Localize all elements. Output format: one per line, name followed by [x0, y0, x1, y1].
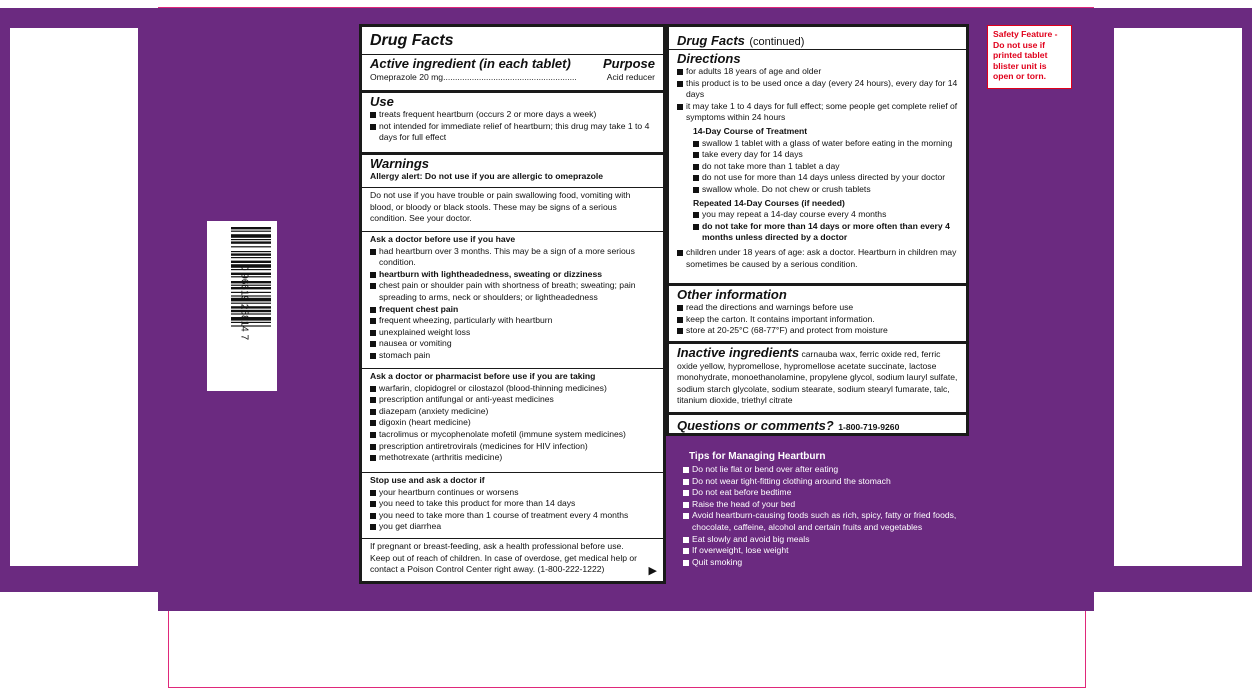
- barcode-bar: [231, 295, 271, 296]
- heartburn-tips: [679, 450, 979, 568]
- list-item: you may repeat a 14-day course every 4 months: [693, 209, 958, 221]
- list-item: you get diarrhea: [370, 521, 655, 533]
- barcode-bar: [231, 264, 271, 268]
- drug-facts-panel-right: [666, 24, 969, 436]
- list-item: Raise the head of your bed: [683, 499, 979, 511]
- barcode-bar: [231, 269, 271, 270]
- list-item: nausea or vomiting: [370, 338, 655, 350]
- tips-heading: Tips for Managing Heartburn: [689, 451, 826, 462]
- list-item: take every day for 14 days: [693, 149, 958, 161]
- ask-doctor-heading: Ask a doctor before use if you have: [370, 234, 516, 244]
- barcode-digits: 0 96619 25814 7: [238, 264, 250, 341]
- list-item: swallow whole. Do not chew or crush tablets: [693, 184, 958, 196]
- list-item: Quit smoking: [683, 557, 979, 569]
- stop-use-list: [370, 487, 655, 533]
- list-item: prescription antiretrovirals (medicines for HIV infection): [370, 441, 655, 453]
- barcode-bar: [231, 325, 271, 326]
- other-information-heading: Other information: [677, 287, 787, 302]
- drug-facts-panel-left: [359, 24, 666, 584]
- list-item: methotrexate (arthritis medicine): [370, 452, 655, 464]
- repeat-heading: Repeated 14-Day Courses (if needed): [693, 197, 845, 208]
- list-item: not intended for immediate relief of heartburn; this drug may take 1 to 4 days for full effect: [370, 121, 655, 144]
- list-item: children under 18 years of age: ask a doctor. Heartburn in children may sometimes be caused by a serious condition.: [677, 247, 958, 270]
- barcode-bar: [231, 251, 271, 252]
- barcode-bar: [231, 322, 271, 323]
- list-item: keep the carton. It contains important information.: [677, 314, 958, 326]
- left-flap-window: [10, 28, 138, 566]
- drug-facts-continued-title: Drug Facts: [677, 33, 745, 48]
- questions-heading: Questions or comments?: [677, 418, 834, 433]
- list-item: prescription antifungal or anti-yeast medicines: [370, 394, 655, 406]
- list-item: do not use for more than 14 days unless directed by your doctor: [693, 172, 958, 184]
- barcode-bar: [231, 227, 271, 229]
- list-item: chest pain or shoulder pain with shortness of breath; sweating; pain spreading to arms, neck or shoulders; or lightheadedness: [370, 280, 655, 303]
- list-item: you need to take more than 1 course of treatment every 4 months: [370, 510, 655, 522]
- warnings-heading: Warnings: [370, 156, 429, 171]
- list-item: frequent wheezing, particularly with heartburn: [370, 315, 655, 327]
- list-item: treats frequent heartburn (occurs 2 or more days a week): [370, 109, 655, 121]
- barcode-bar: [231, 257, 271, 258]
- barcode-bar: [231, 292, 271, 293]
- barcode-bar: [231, 239, 271, 240]
- list-item: had heartburn over 3 months. This may be a sign of a more serious condition.: [370, 246, 655, 269]
- barcode-bar: [231, 261, 271, 263]
- use-list: [370, 109, 655, 144]
- active-purpose: Acid reducer: [606, 72, 655, 82]
- barcode-bar: [231, 313, 271, 314]
- list-item: do not take more than 1 tablet a day: [693, 161, 958, 173]
- barcode-bar: [231, 303, 271, 304]
- stop-use-heading: Stop use and ask a doctor if: [370, 475, 485, 485]
- list-item: for adults 18 years of age and older: [677, 66, 958, 78]
- barcode-bar: [231, 246, 271, 247]
- inactive-ingredients-text: carnauba wax, ferric oxide red, ferric oxide yellow, hypromellose, hypromellose acetate succinate, lactose monohydrate, monoethanolamine, propylene glycol, sodium lauryl sulfate, sodium starch glycolate, sodium stearate, sodium stearyl fumarate, talc, titanium dioxide, triethyl citrate: [677, 349, 958, 406]
- list-item: your heartburn continues or worsens: [370, 487, 655, 499]
- list-item: read the directions and warnings before use: [677, 302, 958, 314]
- list-item: tacrolimus or mycophenolate mofetil (immune system medicines): [370, 429, 655, 441]
- list-item: Do not eat before bedtime: [683, 487, 979, 499]
- repeat-list: [677, 209, 958, 244]
- continue-arrow-icon: ▶: [648, 565, 657, 577]
- list-item: do not take for more than 14 days or more often than every 4 months unless directed by a doctor: [693, 221, 958, 244]
- barcode-bar: [231, 253, 271, 255]
- list-item: digoxin (heart medicine): [370, 417, 655, 429]
- continued-label: (continued): [749, 36, 805, 48]
- drug-facts-title: Drug Facts: [370, 32, 454, 49]
- list-item: frequent chest pain: [370, 304, 655, 316]
- safety-feature-text: Safety Feature - Do not use if printed tablet blister unit is open or torn.: [993, 29, 1058, 82]
- list-item: warfarin, clopidogrel or cilostazol (blood-thinning medicines): [370, 383, 655, 395]
- list-item: diazepam (anxiety medicine): [370, 406, 655, 418]
- list-item: this product is to be used once a day (every 24 hours), every day for 14 days: [677, 78, 958, 101]
- pregnant-warning: If pregnant or breast-feeding, ask a health professional before use.: [370, 541, 624, 551]
- barcode-bar: [231, 287, 271, 289]
- list-item: swallow 1 tablet with a glass of water before eating in the morning: [693, 138, 958, 150]
- list-item: stomach pain: [370, 350, 655, 362]
- list-item: you need to take this product for more than 14 days: [370, 498, 655, 510]
- tips-list: [679, 464, 979, 568]
- course-heading: 14-Day Course of Treatment: [693, 125, 808, 136]
- barcode: [207, 221, 277, 391]
- list-item: Eat slowly and avoid big meals: [683, 534, 979, 546]
- list-item: unexplained weight loss: [370, 327, 655, 339]
- list-item: If overweight, lose weight: [683, 545, 979, 557]
- barcode-bar: [231, 276, 271, 277]
- bottom-flap-outline: [168, 611, 1086, 688]
- barcode-bar: [231, 281, 271, 283]
- barcode-bar: [231, 285, 271, 286]
- other-information-list: [677, 302, 958, 337]
- list-item: Do not lie flat or bend over after eating: [683, 464, 979, 476]
- ask-pharmacist-list: [370, 383, 655, 464]
- barcode-bar: [231, 306, 271, 308]
- top-dieline: [158, 7, 1094, 8]
- barcode-bar: [231, 234, 271, 238]
- keep-out-warning: Keep out of reach of children. In case of overdose, get medical help or contact a Poison Control Center right away. (1-800-222-1222): [370, 552, 638, 575]
- questions-phone: 1-800-719-9260: [838, 422, 900, 432]
- children-list: [677, 247, 958, 270]
- list-item: Avoid heartburn-causing foods such as rich, spicy, fatty or fried foods, chocolate, caffeine, alcohol and certain fruits and vegetables: [683, 510, 979, 533]
- directions-list: [677, 66, 958, 124]
- purpose-heading: Purpose: [602, 56, 655, 71]
- allergy-alert: Allergy alert: Do not use if you are allergic to omeprazole: [370, 171, 604, 181]
- barcode-bar: [231, 298, 271, 302]
- course-list: [677, 138, 958, 196]
- active-ingredient-heading: Active ingredient (in each tablet): [370, 56, 571, 71]
- barcode-bar: [231, 273, 271, 275]
- inactive-ingredients-heading: Inactive ingredients: [677, 345, 800, 360]
- directions-heading: Directions: [677, 51, 741, 66]
- right-flap-window: [1114, 28, 1242, 566]
- ask-doctor-list: [370, 246, 655, 362]
- safety-feature-box: [987, 25, 1072, 89]
- use-heading: Use: [370, 94, 394, 109]
- ask-pharmacist-heading: Ask a doctor or pharmacist before use if you are taking: [370, 371, 596, 381]
- do-not-use: Do not use if you have trouble or pain swallowing food, vomiting with blood, or bloody or black stools. These may be signs of a serious condition. See your doctor.: [370, 190, 631, 224]
- list-item: Do not wear tight-fitting clothing around the stomach: [683, 476, 979, 488]
- active-ingredient-line: Omeprazole 20 mg........................................................: [370, 72, 577, 82]
- barcode-bar: [231, 310, 271, 312]
- barcode-bar: [231, 231, 271, 232]
- barcode-bar: [231, 241, 271, 243]
- list-item: it may take 1 to 4 days for full effect; some people get complete relief of symptoms within 24 hours: [677, 101, 958, 124]
- list-item: store at 20-25°C (68-77°F) and protect from moisture: [677, 325, 958, 337]
- barcode-bar: [231, 317, 271, 321]
- list-item: heartburn with lightheadedness, sweating or dizziness: [370, 269, 655, 281]
